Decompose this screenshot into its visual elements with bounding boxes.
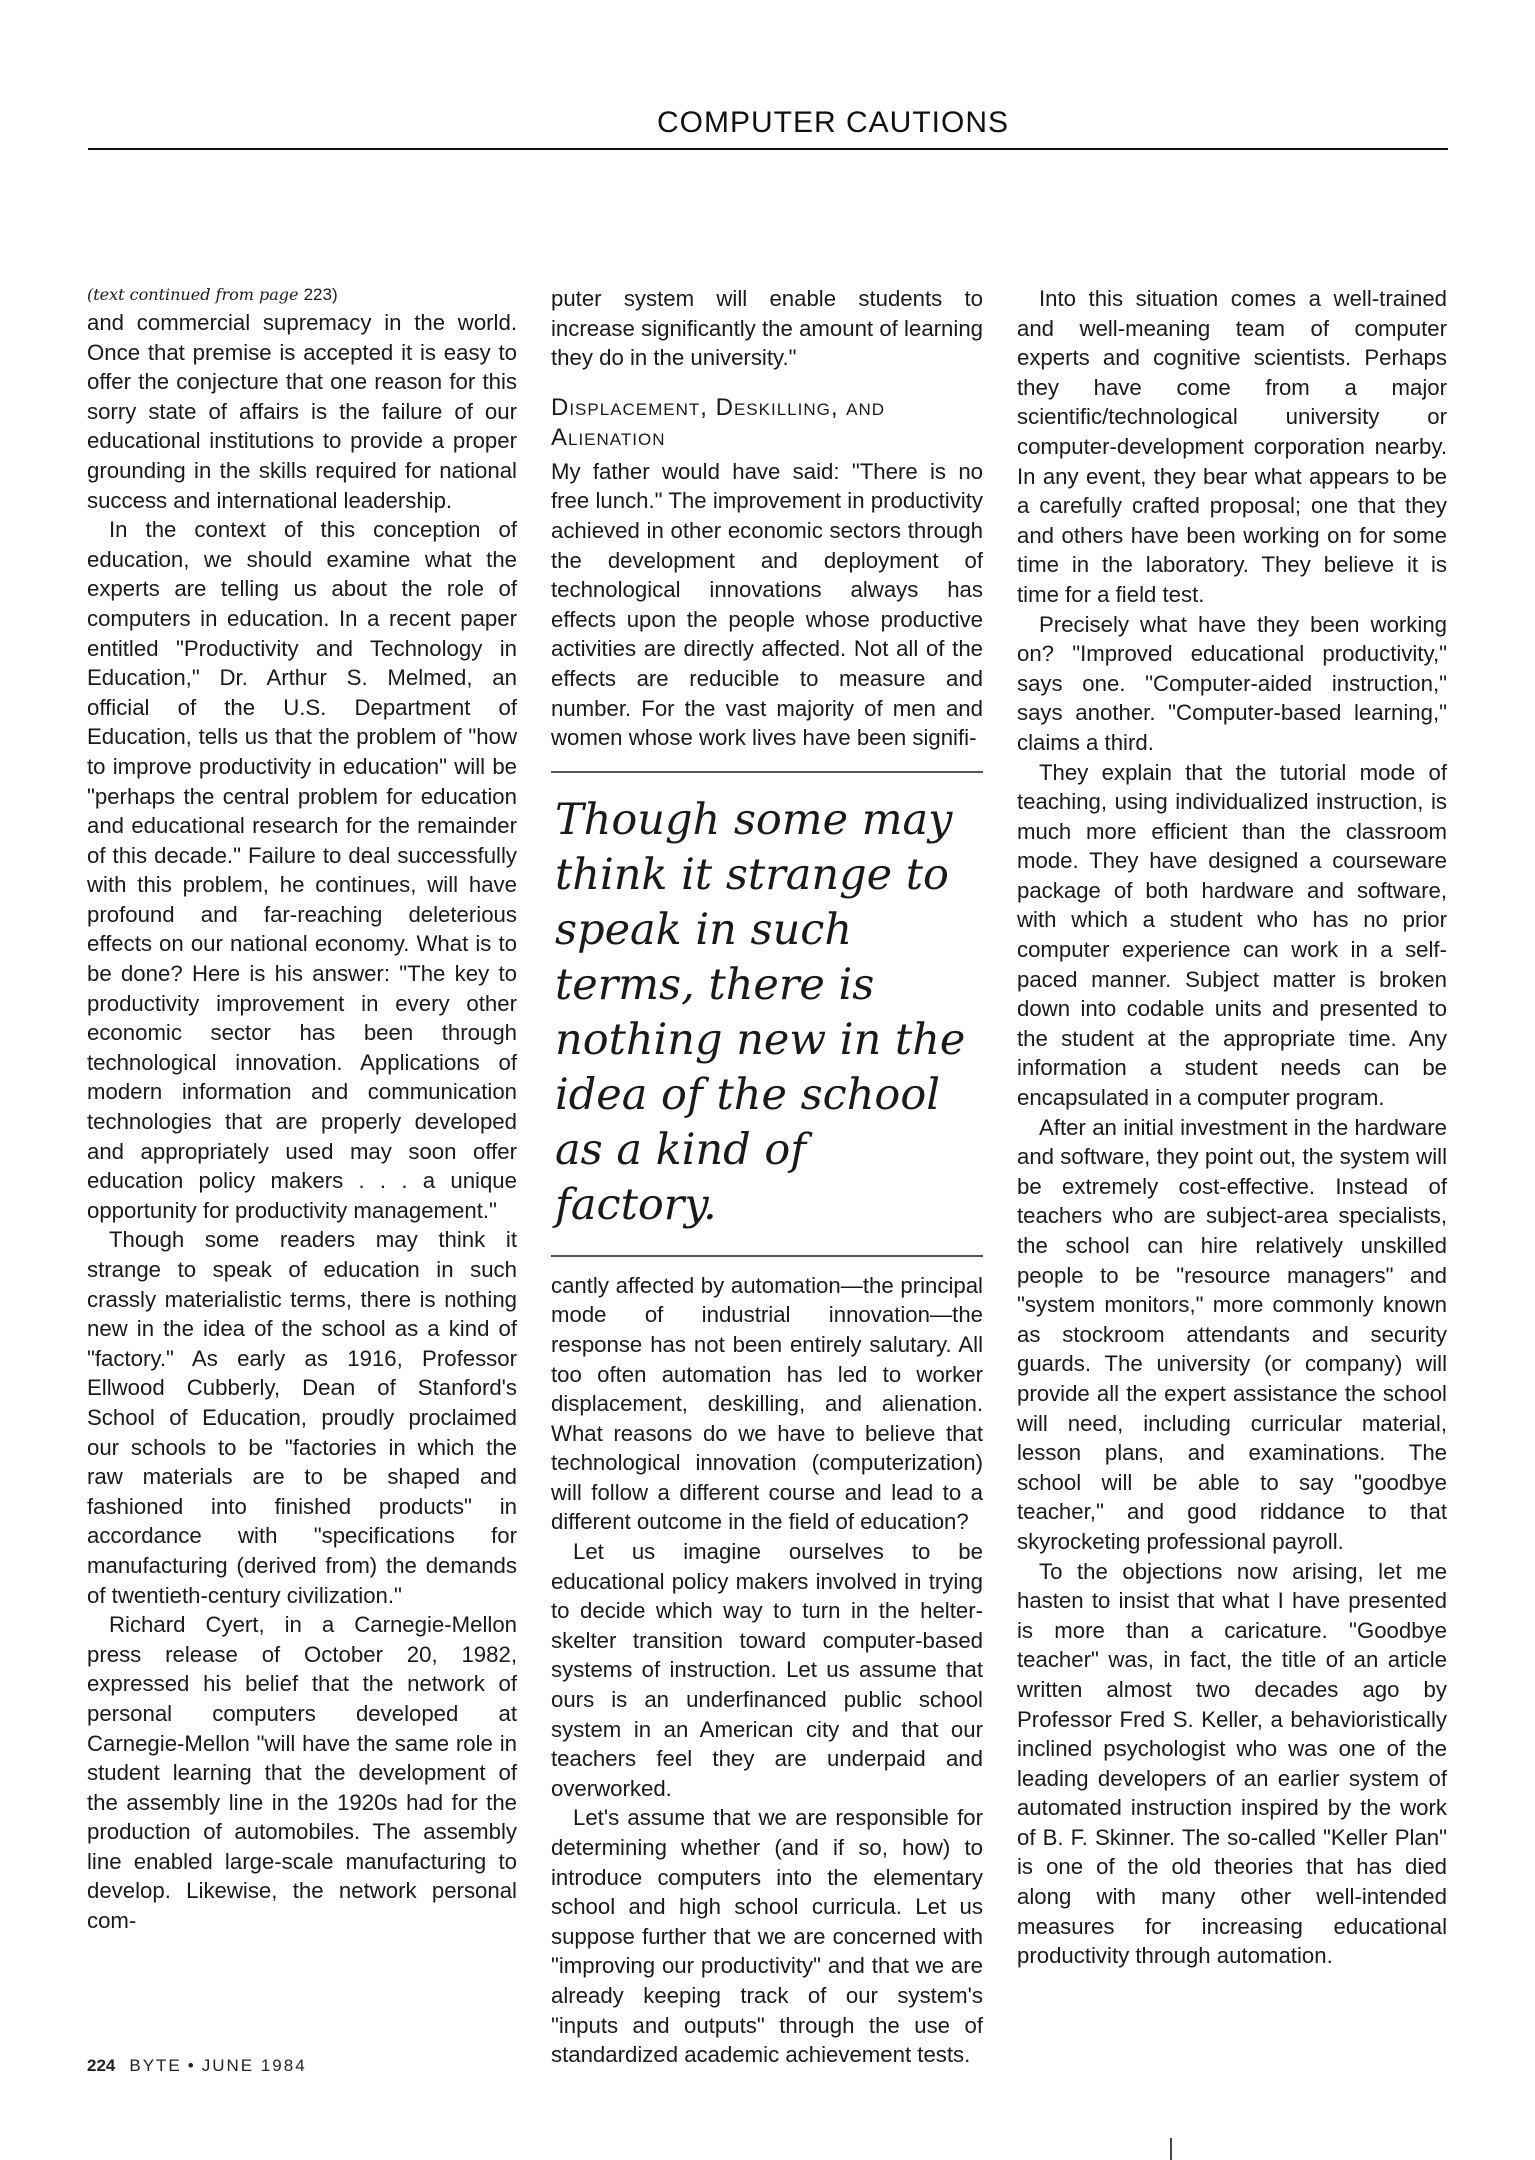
paragraph: My father would have said: "There is no free lunch." The improvement in productivity achieved in other economic sectors through the development and deployment of technological innovations always has effects upon the people whose productive activities are directly affected. Not all of the effects are reducible to measure and number. For the vast majority of men and women whose work lives have been signifi- bbox=[551, 458, 983, 751]
paragraph: In the context of this conception of education, we should examine what the experts are telling us about the role of computers in education. In a recent paper entitled "Productivity and Technology in Education," Dr. Arthur S. Melmed, an official of the U.S. Department of Education, tells us that the problem of "how to improve productivity in education" will be "perhaps the central problem for education and educational research for the remainder of this decade." Failure to deal successfully with this problem, he continues, will have profound and far-reaching deleterious effects on our national economy. What is to be done? Here is his answer: "The key to productivity improvement in every other economic sector has been through technological innovation. Applications of modern information and communication technologies that are properly developed and appropriately used may soon offer education policy makers . . . a unique opportunity for productivity management." bbox=[87, 517, 517, 1223]
bullet-separator: • bbox=[187, 2056, 196, 2075]
column-1 bbox=[87, 284, 517, 1936]
issue-date: JUNE 1984 bbox=[201, 2056, 307, 2075]
column-2 bbox=[551, 284, 983, 2070]
page-footer bbox=[87, 2056, 307, 2076]
paragraph: Precisely what have they been working on? "Improved educational productivity," says one. "Computer-aided instruction," says another. "Computer-based learning," claims a third. bbox=[1017, 611, 1447, 755]
continued-note bbox=[87, 284, 517, 306]
continued-text: (text continued from page bbox=[87, 285, 299, 304]
paragraph: and commercial supremacy in the world. Once that premise is accepted it is easy to offer the conjecture that one reason for this sorry state of affairs is the failure of our educational institutions to provide a proper grounding in the skills required for national success and international leadership. bbox=[87, 310, 517, 513]
column-3 bbox=[1017, 284, 1447, 1971]
paragraph: Richard Cyert, in a Carnegie-Mellon press release of October 20, 1982, expressed his belief that the network of personal computers developed at Carnegie-Mellon "will have the same role in student learning that the development of the assembly line in the 1920s had for the production of automobiles. The assembly line enabled large-scale manufacturing to develop. Likewise, the network personal com- bbox=[87, 1612, 517, 1934]
scan-mark bbox=[1170, 2138, 1172, 2160]
pull-quote: Though some may think it strange to speak in such terms, there is nothing new in the idea of the school as a kind of factory. bbox=[551, 771, 983, 1257]
paragraph: Into this situation comes a well-trained and well-meaning team of computer experts and cognitive scientists. Perhaps they have come from a major scientific/technological university or computer-development corporation nearby. In any event, they bear what appears to be a carefully crafted proposal; one that they and others have been working on for some time in the laboratory. They believe it is time for a field test. bbox=[1017, 286, 1447, 607]
paragraph: Let's assume that we are responsible for determining whether (and if so, how) to introduce computers into the elementary school and high school curricula. Let us suppose further that we are concerned with "improving our productivity" and that we are already keeping track of our system's "inputs and outputs" through the use of standardized academic achievement tests. bbox=[551, 1805, 983, 2068]
paragraph: To the objections now arising, let me hasten to insist that what I have presented is more than a caricature. "Goodbye teacher" was, in fact, the title of an article written almost two decades ago by Professor Fred S. Keller, a behavioristically inclined psychologist who was one of the leading developers of an earlier system of automated instruction inspired by the work of B. F. Skinner. The so-called "Keller Plan" is one of the old theories that has died along with many other well-intended measures for increasing educational productivity through automation. bbox=[1017, 1558, 1447, 1969]
paragraph: After an initial investment in the hardware and software, they point out, the system will be extremely cost-effective. Instead of teachers who are subject-area specialists, the school can hire relatively unskilled people to be "resource managers" and "system monitors," more commonly known as stockroom attendants and security guards. The university (or company) will provide all the expert assistance the school will need, including curricular material, lesson plans, and examinations. The school will be able to say "goodbye teacher," and good riddance to that skyrocketing professional payroll. bbox=[1017, 1114, 1447, 1554]
paragraph: cantly affected by automation—the principal mode of industrial innovation—the response has not been entirely salutary. All too often automation has led to worker displacement, deskilling, and alienation. What reasons do we have to believe that technological innovation (computerization) will follow a different course and lead to a different outcome in the field of education? bbox=[551, 1272, 983, 1535]
paragraph: They explain that the tutorial mode of teaching, using individualized instruction, is much more efficient than the classroom mode. They have designed a courseware package of both hardware and software, with which a student who has no prior computer experience can work in a self-paced manner. Subject matter is broken down into codable units and presented to the student at the appropriate time. Any information a student needs can be encapsulated in a computer program. bbox=[1017, 759, 1447, 1111]
page-header bbox=[88, 104, 1448, 150]
section-heading: Displacement, Deskilling, and Alienation bbox=[551, 393, 886, 451]
continued-page: 223) bbox=[303, 285, 338, 304]
magazine-name: BYTE bbox=[129, 2056, 182, 2075]
page-number: 224 bbox=[87, 2056, 116, 2075]
paragraph: puter system will enable students to increase significantly the amount of learning they do in the university." bbox=[551, 286, 983, 371]
running-head: COMPUTER CAUTIONS bbox=[656, 106, 1009, 139]
paragraph: Though some readers may think it strange to speak of education in such crassly materialistic terms, there is nothing new in the idea of the school as a kind of "factory." As early as 1916, Professor Ellwood Cubberly, Dean of Stanford's School of Education, proudly proclaimed our schools to be "factories in which the raw materials are to be shaped and fashioned into finished products" in accordance with "specifications for manufacturing (derived from) the demands of twentieth-century civilization." bbox=[87, 1227, 517, 1608]
paragraph: Let us imagine ourselves to be educational policy makers involved in trying to decide which way to turn in the helter-skelter transition toward computer-based systems of instruction. Let us assume that ours is an underfinanced public school system in an American city and that our teachers feel they are underpaid and overworked. bbox=[551, 1539, 983, 1801]
